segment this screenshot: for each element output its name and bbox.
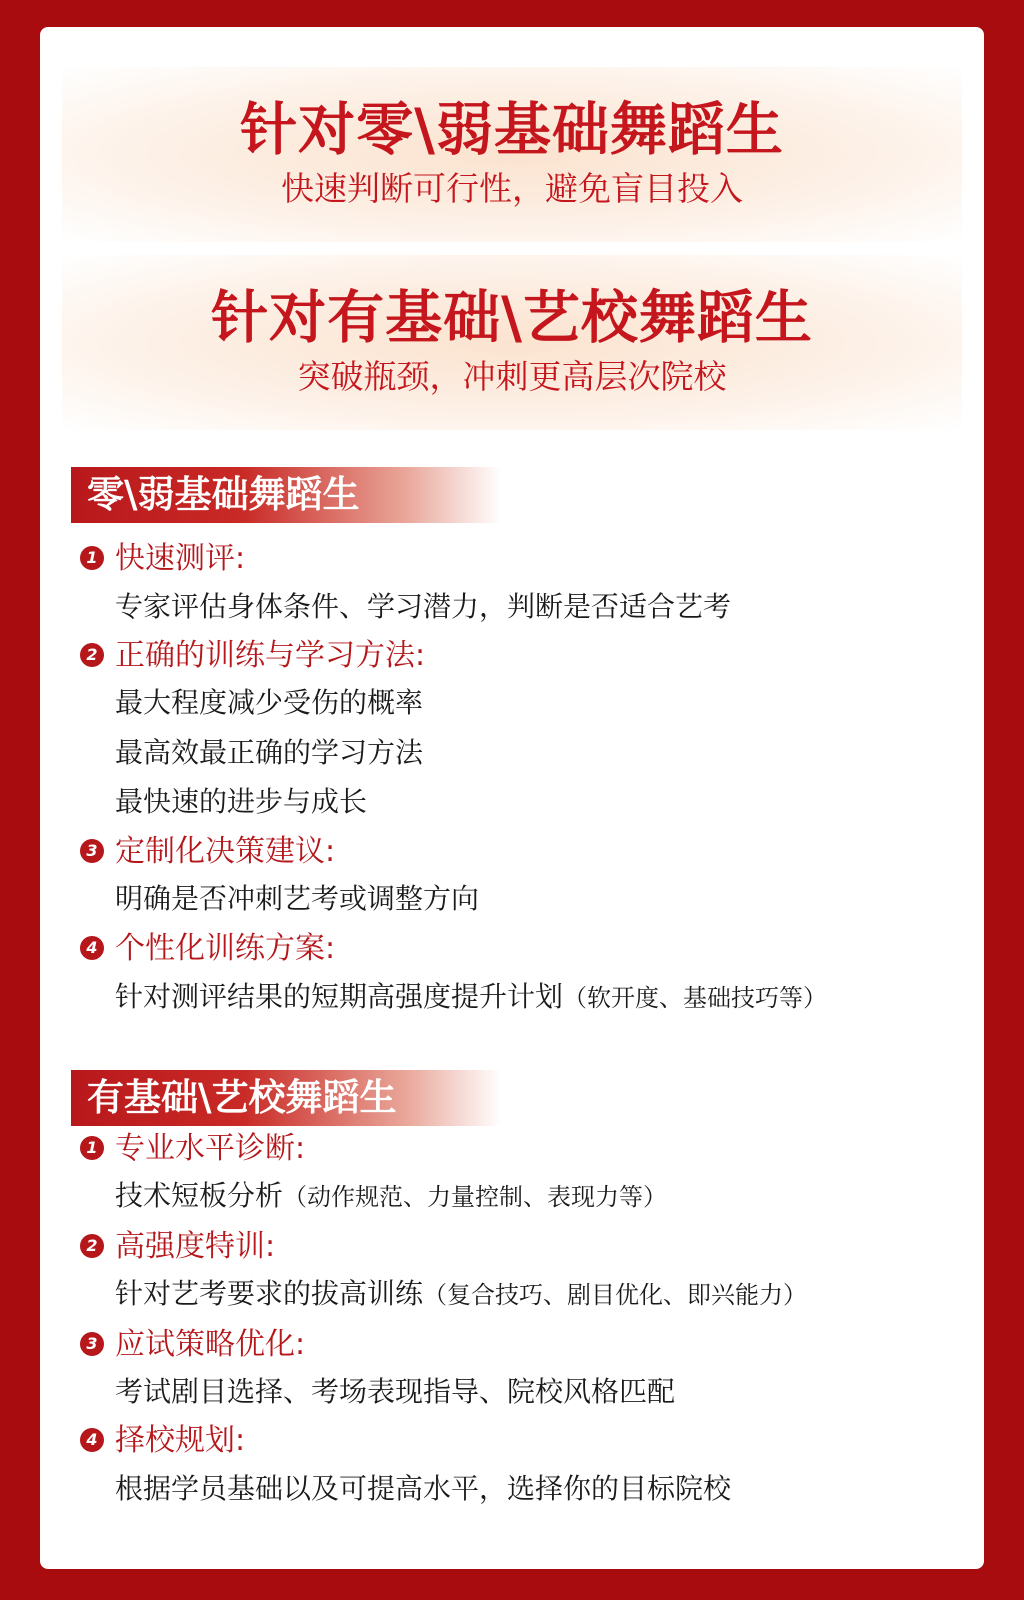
item-description: 根据学员基础以及可提高水平，选择你的目标院校 (115, 1472, 732, 1505)
banner-title: 针对有基础\艺校舞蹈生 (211, 285, 813, 351)
banner-title: 针对零\弱基础舞蹈生 (240, 97, 784, 163)
item-description-note: （动作规范、力量控制、表现力等） (283, 1183, 668, 1211)
item-description-note: （软开度、基础技巧等） (563, 984, 828, 1012)
item-description: 明确是否冲刺艺考或调整方向 (115, 882, 480, 915)
item-title-label: 择校规划: (115, 1423, 246, 1458)
number-2-icon: 2 (80, 643, 104, 667)
banner-beginner (62, 67, 962, 242)
item-title-label: 快速测评: (115, 541, 246, 576)
section-header-label: 有基础\艺校舞蹈生 (87, 1076, 397, 1119)
content-card (40, 27, 984, 1569)
number-1-icon: 1 (80, 1136, 104, 1160)
number-3-icon: 3 (80, 839, 104, 863)
banner-subtitle: 快速判断可行性，避免盲目投入 (281, 169, 743, 208)
number-4-icon: 4 (80, 1428, 104, 1452)
number-3-icon: 3 (80, 1332, 104, 1356)
item-title-label: 正确的训练与学习方法: (115, 638, 426, 673)
item-title-label: 个性化训练方案: (115, 931, 336, 966)
section-header-beginner (71, 467, 501, 523)
number-2-icon: 2 (80, 1234, 104, 1258)
number-1-icon: 1 (80, 546, 104, 570)
item-description-main: 针对艺考要求的拔高训练 (115, 1277, 424, 1310)
item-description: 最大程度减少受伤的概率 (115, 686, 424, 719)
number-4-icon: 4 (80, 936, 104, 960)
item-title-label: 高强度特训: (115, 1229, 276, 1264)
item-description-note: （复合技巧、剧目优化、即兴能力） (423, 1281, 808, 1309)
item-description (115, 1275, 807, 1314)
item-description: 最快速的进步与成长 (115, 785, 368, 818)
section-header-label: 零\弱基础舞蹈生 (87, 473, 360, 516)
item-title-label: 应试策略优化: (115, 1327, 306, 1362)
item-description: 考试剧目选择、考场表现指导、院校风格匹配 (115, 1375, 676, 1408)
item-title-label: 定制化决策建议: (115, 834, 336, 869)
item-description: 最高效最正确的学习方法 (115, 736, 424, 769)
section-header-advanced (71, 1070, 501, 1126)
item-description-main: 针对测评结果的短期高强度提升计划 (115, 980, 564, 1013)
item-title-label: 专业水平诊断: (115, 1131, 306, 1166)
banner-advanced (62, 255, 962, 430)
item-description (115, 978, 827, 1017)
banner-subtitle: 突破瓶颈，冲刺更高层次院校 (297, 357, 727, 396)
item-description: 专家评估身体条件、学习潜力，判断是否适合艺考 (115, 590, 732, 623)
item-description (115, 1177, 667, 1216)
item-description-main: 技术短板分析 (115, 1179, 284, 1212)
